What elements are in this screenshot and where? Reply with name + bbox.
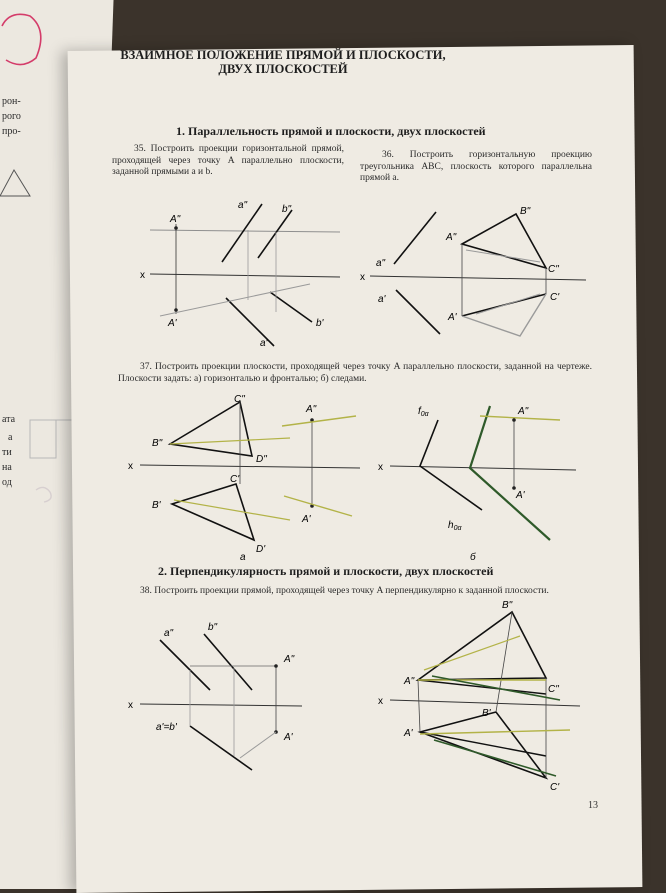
left-line: ата — [2, 414, 16, 425]
label-C1: C' — [550, 782, 560, 793]
label-a1: a' — [260, 338, 268, 349]
label-B1: B' — [152, 500, 161, 511]
x-axis-line — [140, 465, 360, 468]
line-a2 — [394, 212, 436, 264]
title-line-1: ВЗАИМНОЕ ПОЛОЖЕНИЕ ПРЯМОЙ И ПЛОСКОСТИ, — [120, 48, 446, 62]
section-heading-1: 1. Параллельность прямой и плоскости, двух плоскостей — [176, 124, 486, 138]
label-A1: A' — [168, 318, 177, 329]
left-line: а — [8, 432, 13, 443]
label-b2: b" — [282, 204, 292, 215]
title-line-2: ДВУХ ПЛОСКОСТЕЙ — [218, 62, 348, 76]
figure-35 — [140, 200, 340, 349]
line-b2 — [258, 210, 292, 258]
left-line: рон- — [2, 96, 21, 107]
yellow-pencil-horizontal — [170, 438, 290, 444]
figure-38a — [128, 622, 302, 770]
label-B1: B' — [482, 708, 491, 719]
left-line: про- — [2, 126, 21, 137]
caption-b: б — [470, 552, 476, 563]
figure-37a — [128, 394, 360, 563]
pencil-perpendicular — [240, 732, 276, 758]
label-A2: A" — [446, 232, 457, 243]
pencil-horizontal-projection — [160, 284, 310, 316]
left-line: од — [2, 477, 12, 488]
x-axis-label: x — [378, 462, 383, 473]
line-a1 — [396, 290, 440, 334]
label-A2: A" — [284, 654, 295, 665]
triangle-ABC-frontal — [418, 612, 546, 680]
x-axis-line — [150, 274, 340, 277]
label-A2: A" — [518, 406, 529, 417]
label-A2: A" — [404, 676, 415, 687]
label-B2: B" — [152, 438, 163, 449]
x-axis-label: x — [378, 696, 383, 707]
link-line — [496, 612, 512, 712]
left-line: ти — [2, 447, 12, 458]
x-axis-line — [370, 276, 586, 280]
yellow-horizontal-through-A — [282, 416, 356, 426]
label-B2: B" — [520, 206, 531, 217]
label-B2: B" — [502, 600, 513, 611]
point-A2 — [274, 664, 278, 668]
label-A1: A' — [404, 728, 413, 739]
label-a2: a" — [238, 200, 248, 211]
yellow-frontal — [420, 730, 570, 734]
green-traces-parallel-plane — [470, 406, 550, 540]
label-a2: a" — [376, 258, 386, 269]
label-A1: A' — [516, 490, 525, 501]
label-D2: D" — [256, 454, 267, 465]
horizontal-projection-pencil — [150, 230, 340, 232]
caption-a: а — [240, 552, 246, 563]
task-37-text: 37. Построить проекции плоскости, проходящей через точку A параллельно плоскости, заданной на чертеже. Плоскости задать: а) горизонталью и фронталью; б) следами. — [118, 362, 592, 384]
task-36-text: 36. Построить горизонтальную проекцию треугольника ABC, плоскость которого параллельна прямой a. — [360, 150, 592, 183]
pencil-triangle-horizontal — [462, 294, 546, 336]
figure-37b — [378, 406, 576, 563]
x-axis-label: x — [360, 272, 365, 283]
x-axis-line — [140, 704, 302, 706]
left-line: рого — [2, 111, 21, 122]
line-a2 — [222, 204, 262, 262]
label-A2: A" — [306, 404, 317, 415]
label-A1: A' — [448, 312, 457, 323]
traces-f-h — [420, 420, 482, 510]
trace-h-label: $h_{0\alpha}$ — [448, 520, 462, 532]
task-35-text: 35. Построить проекции горизонтальной прямой, проходящей через точку A параллельно плоскости, заданной прямыми a и b. — [112, 144, 344, 177]
line-b2 — [204, 634, 252, 690]
frontal-inner-line — [418, 680, 546, 694]
figure-38b — [378, 600, 580, 793]
pencil-construction — [466, 250, 540, 262]
line-a2 — [160, 640, 210, 690]
pencil-construction — [476, 294, 540, 314]
x-axis-label: x — [128, 700, 133, 711]
point-A2 — [174, 226, 178, 230]
trace-f-label: $f_{0\alpha}$ — [418, 406, 429, 418]
label-C2: C" — [548, 264, 559, 275]
label-a1-b1: a'=b' — [156, 722, 177, 733]
section-heading-2: 2. Перпендикулярность прямой и плоскости, двух плоскостей — [158, 564, 494, 578]
link-line — [418, 680, 420, 732]
x-axis-label: x — [128, 461, 133, 472]
point-A1 — [174, 308, 178, 312]
figure-36 — [360, 206, 586, 336]
x-axis-line — [390, 466, 576, 470]
label-b2: b" — [208, 622, 218, 633]
green-perpendicular — [434, 740, 556, 776]
yellow-frontal-through-A — [284, 496, 352, 516]
label-D1: D' — [256, 544, 266, 555]
label-C2: C" — [234, 394, 245, 405]
horizontal-inner-line — [420, 732, 546, 756]
label-a2: a" — [164, 628, 174, 639]
label-C1: C' — [230, 474, 240, 485]
label-b1: b' — [316, 318, 324, 329]
left-line: на — [2, 462, 12, 473]
line-a1-b1 — [190, 726, 252, 770]
page-number: 13 — [588, 800, 598, 811]
label-A1: A' — [302, 514, 311, 525]
triangle-ABC-frontal — [462, 214, 546, 268]
task-38-text: 38. Построить проекции прямой, проходящей через точку A перпендикулярно к заданной плоскости. — [140, 586, 549, 596]
label-A1: A' — [284, 732, 293, 743]
label-A2: A" — [170, 214, 181, 225]
label-a1: a' — [378, 294, 386, 305]
point-A2 — [512, 418, 516, 422]
label-C2: C" — [548, 684, 559, 695]
label-C1: C' — [550, 292, 560, 303]
yellow-pencil-frontal — [174, 500, 290, 520]
x-axis-label: x — [140, 270, 145, 281]
